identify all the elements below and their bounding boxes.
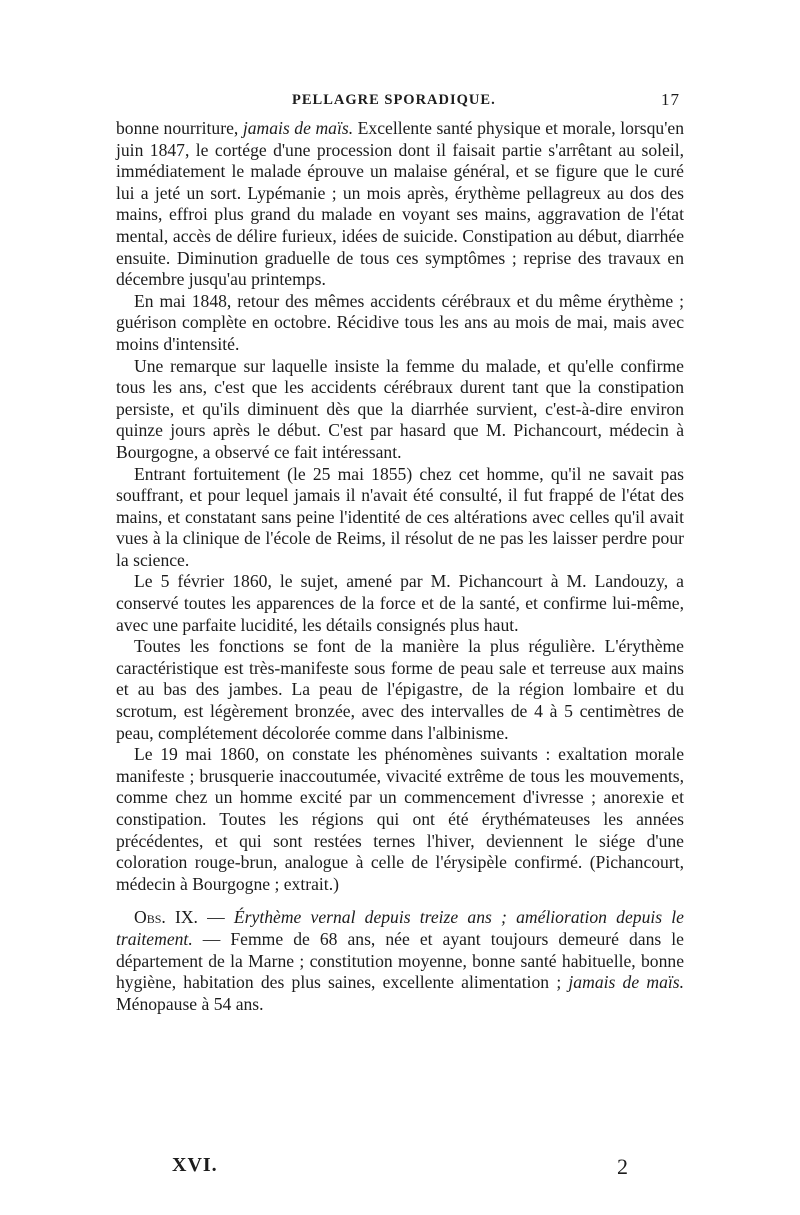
observation-title: Érythème vernal depuis treize ans ; amélioration depuis le traitement. — [116, 907, 684, 949]
paragraph-3: Une remarque sur laquelle insiste la femme du malade, et qu'elle confirme tous les ans, c'est que les accidents cérébraux durent tant que la constipation persiste, et qu'ils diminuent dès que la diarrhée survient, c'est-à-dire environ quinze jours après le début. C'est par hasard que M. Pichancourt, médecin à Bourgogne, a observé ce fait intéressant. — [116, 355, 684, 462]
running-head — [116, 88, 684, 118]
observation-dash-1: — — [197, 907, 234, 928]
signature-mark: XVI. — [172, 1154, 218, 1176]
observation-dash-2: — — [192, 928, 231, 949]
paragraph-1-rest: Excellente santé physique et morale, lorsqu'en juin 1847, le cortége d'une procession dont il faisait partie s'arrêtant au soleil, immédiatement le malade éprouve un malaise général, et se figure que le curé lui a jeté un sort. Lypémanie ; un mois après, érythème pellagreux au dos des mains, effroi plus grand du malade en voyant ses mains, aggravation de l'état mental, accès de délire furieux, idées de suicide. Constipation au début, diarrhée ensuite. Diminution graduelle de tous ces symptômes ; reprise des travaux en décembre jusqu'au printemps. — [116, 118, 685, 290]
book-page — [116, 88, 684, 1198]
sheet-number: 2 — [617, 1154, 628, 1179]
observation-tail: Ménopause à 54 ans. — [116, 993, 264, 1014]
observation-italic-tail: jamais de maïs. — [568, 972, 684, 993]
page-footer — [172, 1154, 628, 1182]
paragraph-7: Le 19 mai 1860, on constate les phénomènes suivants : exaltation morale manifeste ; brusquerie inaccoutumée, vivacité extrême de tous les mouvements, comme chez un homme excité par un commencement d'ivresse ; anorexie et constipation. Toutes les régions qui ont été érythémateuses les années précédentes, et qui sont restées ternes l'hiver, deviennent le siége d'une coloration rouge-brun, analogue à celle de l'érysipèle confirmé. (Pichancourt, médecin à Bourgogne ; extrait.) — [116, 744, 684, 894]
paragraph-1-italic: jamais de maïs. — [242, 118, 354, 138]
observation-body: Femme de 68 ans, née et ayant toujours demeuré dans le département de la Marne ; constitution moyenne, bonne santé habituelle, bonne hygiène, habitation des plus saines, excellente alimentation ; — [116, 928, 684, 993]
observation-ix — [116, 907, 684, 1015]
paragraph-1 — [116, 118, 684, 291]
running-title: PELLAGRE SPORADIQUE. — [292, 92, 496, 108]
body-text — [116, 118, 684, 1015]
observation-label: Obs. IX. — [134, 907, 198, 928]
paragraph-1-start: bonne nourriture, — [116, 118, 243, 138]
paragraph-4: Entrant fortuitement (le 25 mai 1855) chez cet homme, qu'il ne savait pas souffrant, et pour lequel jamais il n'avait été consulté, il fut frappé de l'état des mains, et constatant sans peine l'identité de ces altérations avec celles qu'il avait vues à la clinique de l'école de Reims, il résolut de ne pas les laisser perdre pour la science. — [116, 463, 684, 570]
page-number: 17 — [661, 90, 680, 109]
paragraph-5: Le 5 février 1860, le sujet, amené par M. Pichancourt à M. Landouzy, a conservé toutes les apparences de la force et de la santé, et confirme lui-même, avec une parfaite lucidité, les détails consignés plus haut. — [116, 571, 684, 635]
paragraph-2: En mai 1848, retour des mêmes accidents cérébraux et du même érythème ; guérison complète en octobre. Récidive tous les ans au mois de mai, mais avec moins d'intensité. — [116, 290, 684, 354]
paragraph-6: Toutes les fonctions se font de la manière la plus régulière. L'érythème caractéristique est très-manifeste sous forme de peau sale et terreuse aux mains et au bas des jambes. La peau de l'épigastre, de la région lombaire et du scrotum, est légèrement bronzée, avec des intervalles de 4 à 5 centimètres de peau, complétement décolorée comme dans l'albinisme. — [116, 636, 684, 743]
